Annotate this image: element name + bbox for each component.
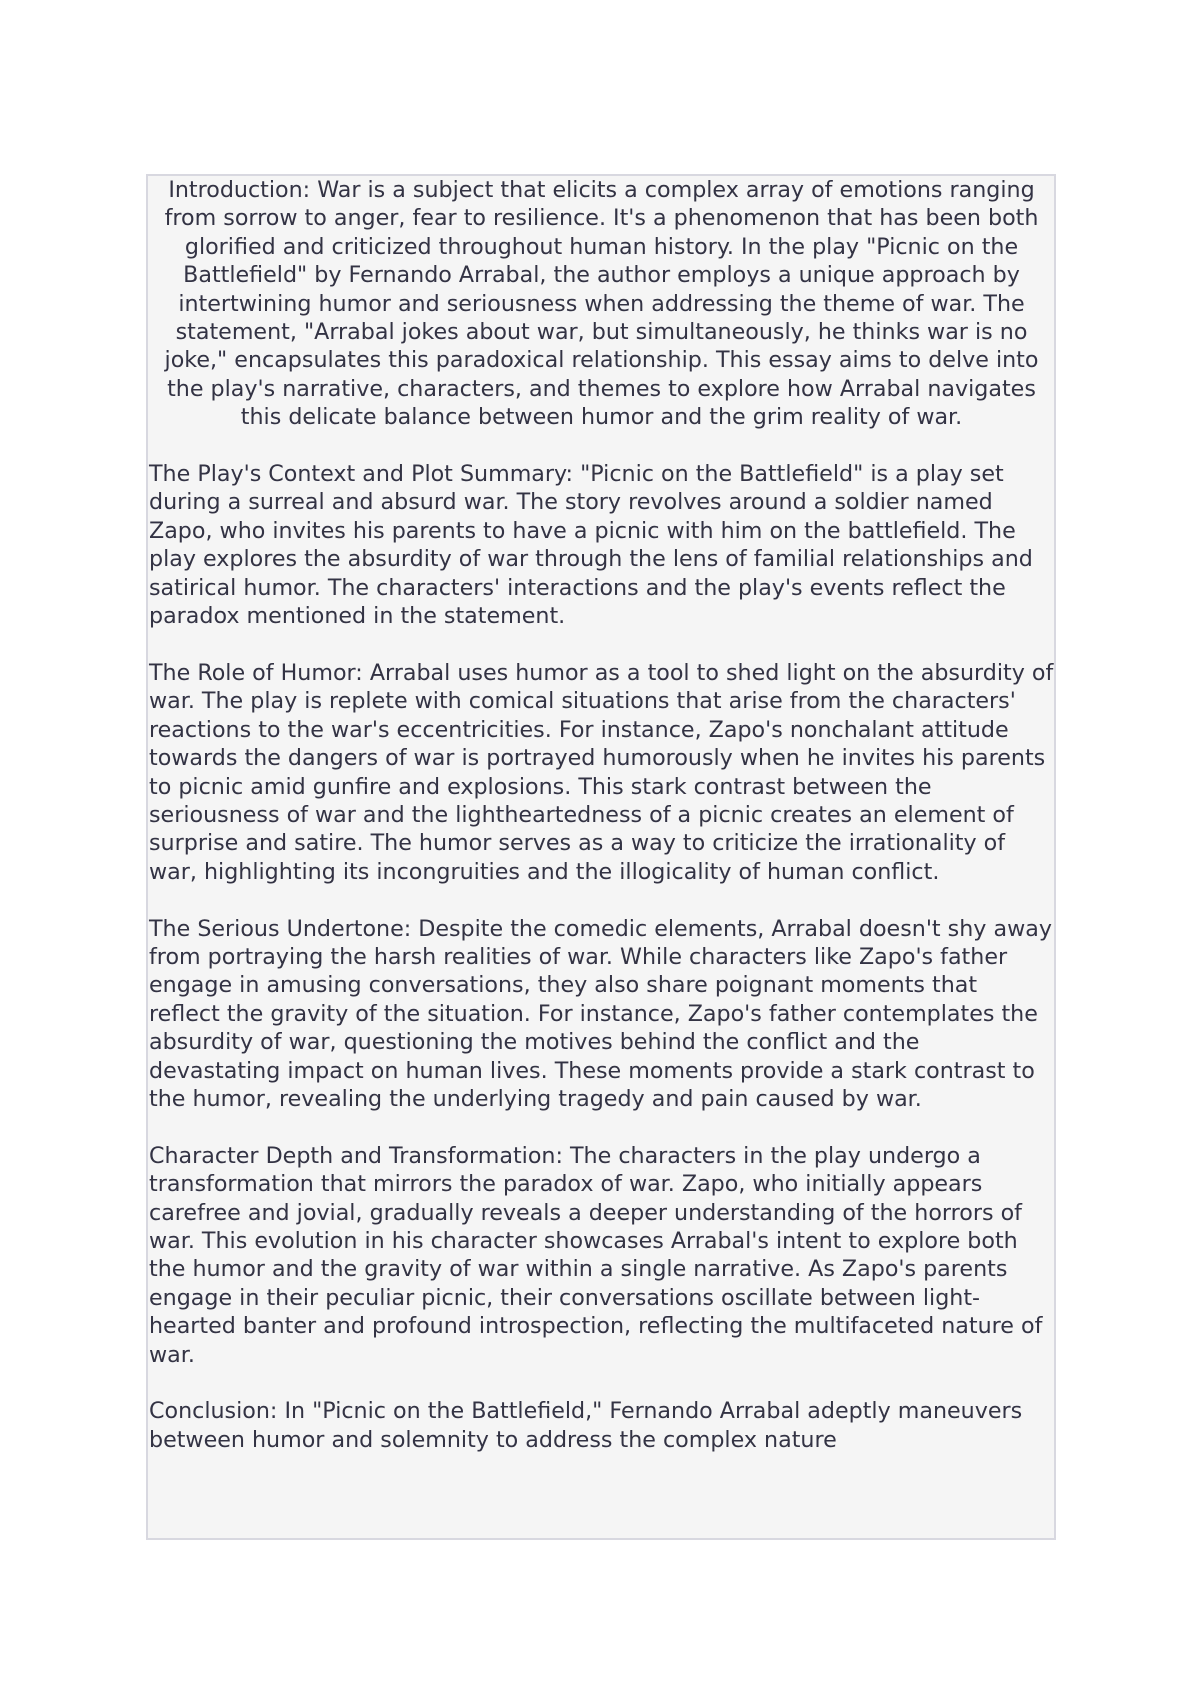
paragraph-context-plot-summary: The Play's Context and Plot Summary: "Picnic on the Battlefield" is a play set during a surreal and absurd war. The story revolves around a soldier named Zapo, who invites his parents to have a picnic with him on the battlefield. The play explores the absurdity of war through the lens of familial relationships and satirical humor. The characters' interactions and the play's events reflect the paradox mentioned in the statement. [149,461,1033,630]
paragraph-introduction: Introduction: War is a subject that elicits a complex array of emotions ranging from sorrow to anger, fear to resilience. It's a phenomenon that has been both glorified and criticized throughout human history. In the play "Picnic on the Battlefield" by Fernando Arrabal, the author employs a unique approach by intertwining humor and seriousness when addressing the theme of war. The statement, "Arrabal jokes about war, but simultaneously, he thinks war is no joke," encapsulates this paradoxical relationship. This essay aims to delve into the play's narrative, characters, and themes to explore how Arrabal navigates this delicate balance between humor and the grim reality of war. [164,177,1039,431]
paragraph-character-depth: Character Depth and Transformation: The characters in the play undergo a transformation that mirrors the paradox of war. Zapo, who initially appears carefree and jovial, gradually reveals a deeper understanding of the horrors of war. This evolution in his character showcases Arrabal's intent to explore both the humor and the gravity of war within a single narrative. As Zapo's parents engage in their peculiar picnic, their conversations oscillate between light-hearted banter and profound introspection, reflecting the multifaceted nature of war. [149,1142,1043,1368]
paragraph-serious-undertone: The Serious Undertone: Despite the comedic elements, Arrabal doesn't shy away from portraying the harsh realities of war. While characters like Zapo's father engage in amusing conversations, they also share poignant moments that reflect the gravity of the situation. For instance, Zapo's father contemplates the absurdity of war, questioning the motives behind the conflict and the devastating impact on human lives. These moments provide a stark contrast to the humor, revealing the underlying tragedy and pain caused by war. [149,915,1052,1112]
paragraph-role-of-humor: The Role of Humor: Arrabal uses humor as a tool to shed light on the absurdity of war. The play is replete with comical situations that arise from the characters' reactions to the war's eccentricities. For instance, Zapo's nonchalant attitude towards the dangers of war is portrayed humorously when he invites his parents to picnic amid gunfire and explosions. This stark contrast between the seriousness of war and the lightheartedness of a picnic creates an element of surprise and satire. The humor serves as a way to criticize the irrationality of war, highlighting its incongruities and the illogicality of human conflict. [149,659,1054,885]
paragraph-conclusion: Conclusion: In "Picnic on the Battlefield," Fernando Arrabal adeptly maneuvers between humor and solemnity to address the complex nature [149,1398,1023,1453]
essay-text-box [146,174,1056,1540]
